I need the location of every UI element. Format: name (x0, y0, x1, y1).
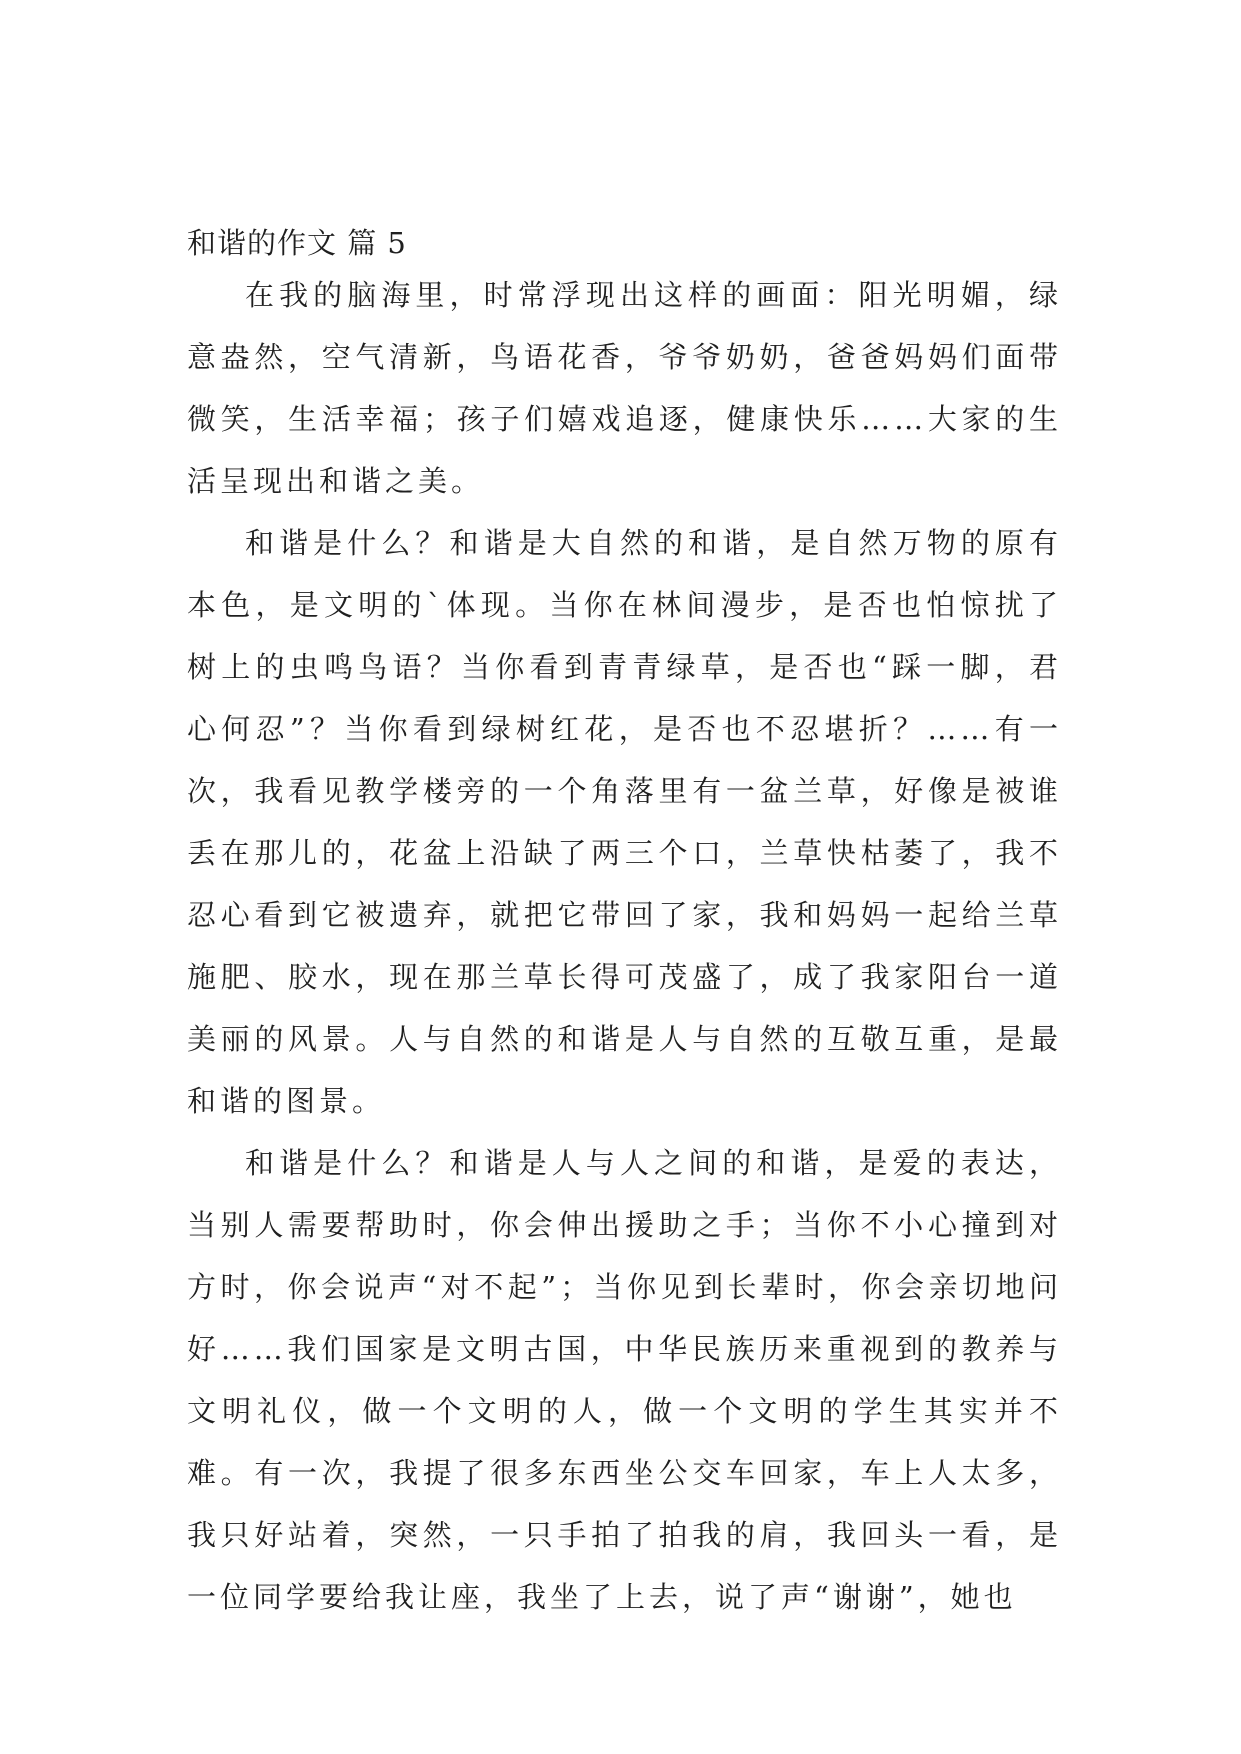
document-title: 和谐的作文 篇 5 (187, 226, 407, 260)
paragraph-3: 和谐是什么？和谐是人与人之间的和谐，是爱的表达，当别人需要帮助时，你会伸出援助之手；当你不小心撞到对方时，你会说声“对不起”；当你见到长辈时，你会亲切地问好……我们国家是文明古国，中华民族历来重视到的教养与文明礼仪，做一个文明的人，做一个文明的学生其实并不难。有一次，我提了很多东西坐公交车回家，车上人太多，我只好站着，突然，一只手拍了拍我的肩，我回头一看，是一位同学要给我让座，我坐了上去，说了声“谢谢”，她也 (187, 1146, 1062, 1614)
paragraph-2: 和谐是什么？和谐是大自然的和谐，是自然万物的原有本色，是文明的`体现。当你在林间漫步，是否也怕惊扰了树上的虫鸣鸟语？当你看到青青绿草，是否也“踩一脚，君心何忍”？当你看到绿树红花，是否也不忍堪折？……有一次，我看见教学楼旁的一个角落里有一盆兰草，好像是被谁丢在那儿的，花盆上沿缺了两三个口，兰草快枯萎了，我不忍心看到它被遗弃，就把它带回了家，我和妈妈一起给兰草施肥、胶水，现在那兰草长得可茂盛了，成了我家阳台一道美丽的风景。人与自然的和谐是人与自然的互敬互重，是最和谐的图景。 (187, 526, 1062, 1118)
document-body (187, 222, 1062, 1628)
paragraph-1: 在我的脑海里，时常浮现出这样的画面：阳光明媚，绿意盎然，空气清新，鸟语花香，爷爷奶奶，爸爸妈妈们面带微笑，生活幸福；孩子们嬉戏追逐，健康快乐……大家的生活呈现出和谐之美。 (187, 278, 1062, 498)
